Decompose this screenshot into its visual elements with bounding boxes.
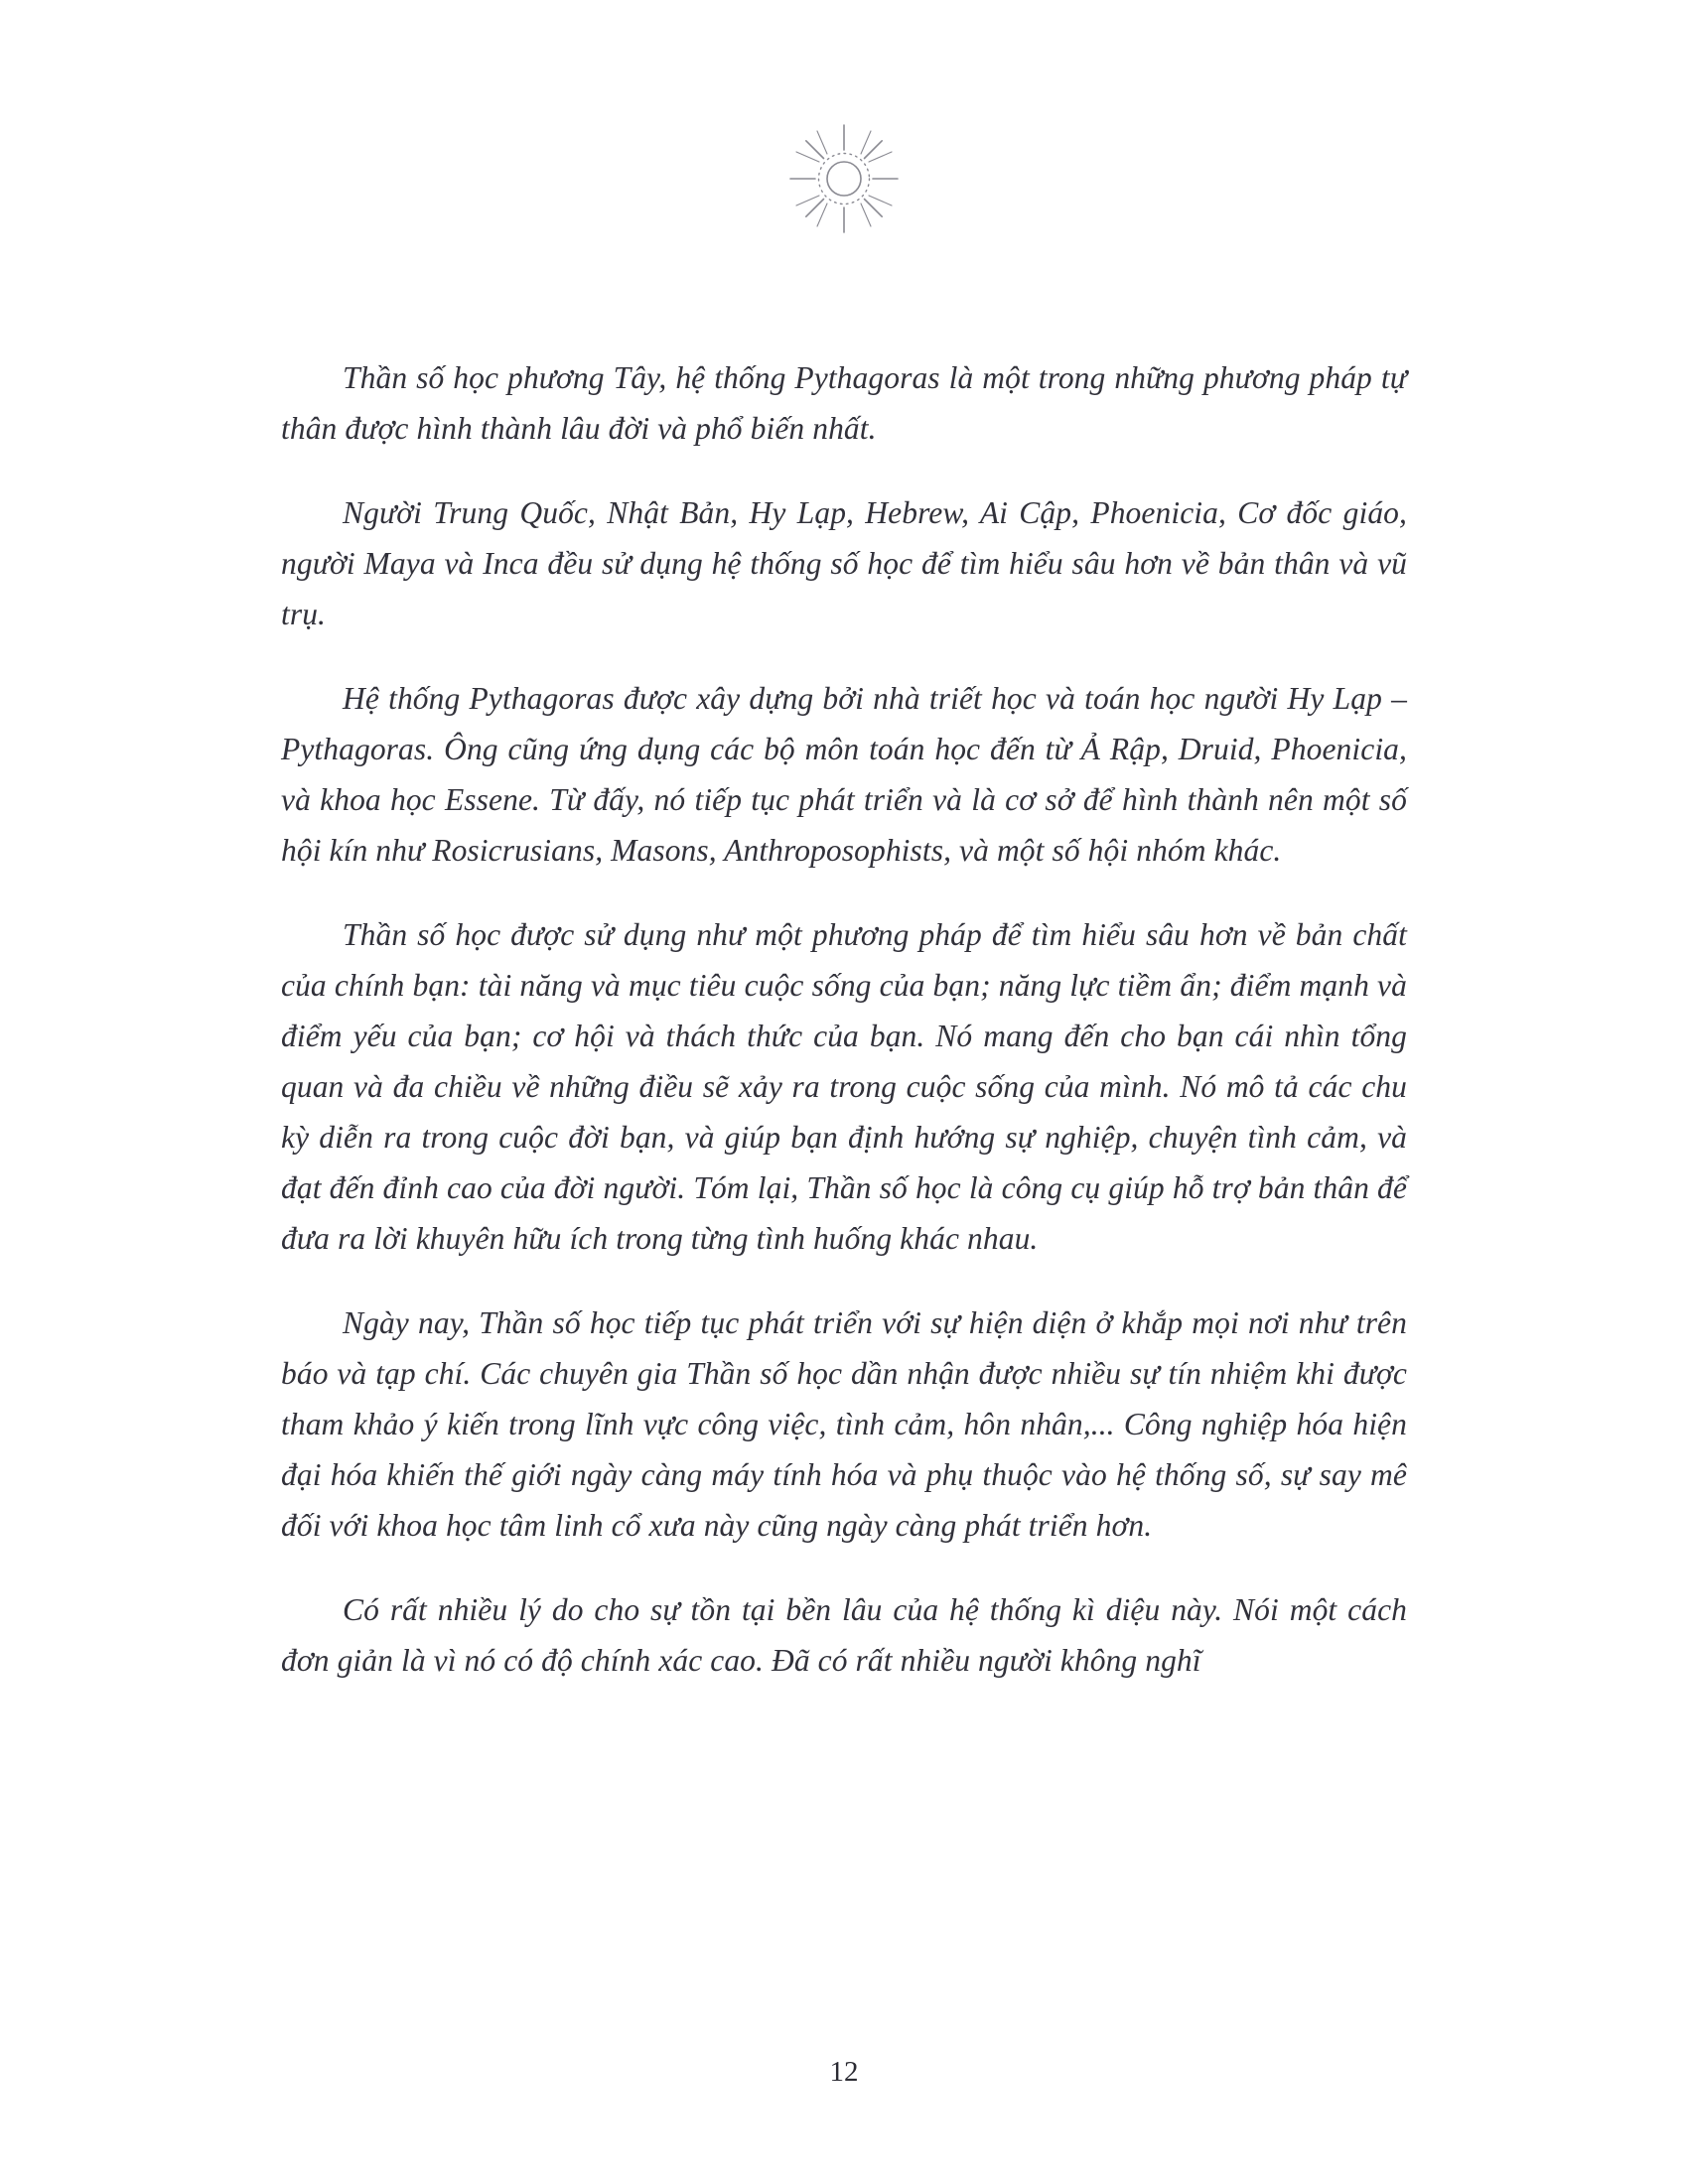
- paragraph: Thần số học được sử dụng như một phương pháp để tìm hiểu sâu hơn về bản chất của chính bạn: tài năng và mục tiêu cuộc sống của bạn; năng lực tiềm ẩn; điểm mạnh và điểm yếu của bạn; cơ hội và thách thức của bạn. Nó mang đến cho bạn cái nhìn tổng quan và đa chiều về những điều sẽ xảy ra trong cuộc sống của mình. Nó mô tả các chu kỳ diễn ra trong cuộc đời bạn, và giúp bạn định hướng sự nghiệp, chuyện tình cảm, và đạt đến đỉnh cao của đời người. Tóm lại, Thần số học là công cụ giúp hỗ trợ bản thân để đưa ra lời khuyên hữu ích trong từng tình huống khác nhau.: [281, 917, 1407, 1257]
- page-body-text: [281, 352, 1407, 1686]
- paragraph: Có rất nhiều lý do cho sự tồn tại bền lâu của hệ thống kì diệu này. Nói một cách đơn giản là vì nó có độ chính xác cao. Đã có rất nhiều người không nghĩ: [281, 1592, 1407, 1679]
- paragraph: Người Trung Quốc, Nhật Bản, Hy Lạp, Hebrew, Ai Cập, Phoenicia, Cơ đốc giáo, người Maya và Inca đều sử dụng hệ thống số học để tìm hiểu sâu hơn về bản thân và vũ trụ.: [281, 495, 1407, 632]
- page-number: 12: [829, 2056, 859, 2088]
- sun-burst-ornament-icon: [765, 119, 923, 238]
- paragraph: Ngày nay, Thần số học tiếp tục phát triển với sự hiện diện ở khắp mọi nơi như trên báo và tạp chí. Các chuyên gia Thần số học dần nhận được nhiều sự tín nhiệm khi được tham khảo ý kiến trong lĩnh vực công việc, tình cảm, hôn nhân,... Công nghiệp hóa hiện đại hóa khiến thế giới ngày càng máy tính hóa và phụ thuộc vào hệ thống số, sự say mê đối với khoa học tâm linh cổ xưa này cũng ngày càng phát triển hơn.: [281, 1305, 1407, 1544]
- paragraph: Hệ thống Pythagoras được xây dựng bởi nhà triết học và toán học người Hy Lạp – Pythagoras. Ông cũng ứng dụng các bộ môn toán học đến từ Ả Rập, Druid, Phoenicia, và khoa học Essene. Từ đấy, nó tiếp tục phát triển và là cơ sở để hình thành nên một số hội kín như Rosicrusians, Masons, Anthroposophists, và một số hội nhóm khác.: [281, 681, 1407, 869]
- paragraph: Thần số học phương Tây, hệ thống Pythagoras là một trong những phương pháp tự thân được hình thành lâu đời và phổ biến nhất.: [281, 360, 1407, 447]
- ornament-container: [0, 119, 1688, 238]
